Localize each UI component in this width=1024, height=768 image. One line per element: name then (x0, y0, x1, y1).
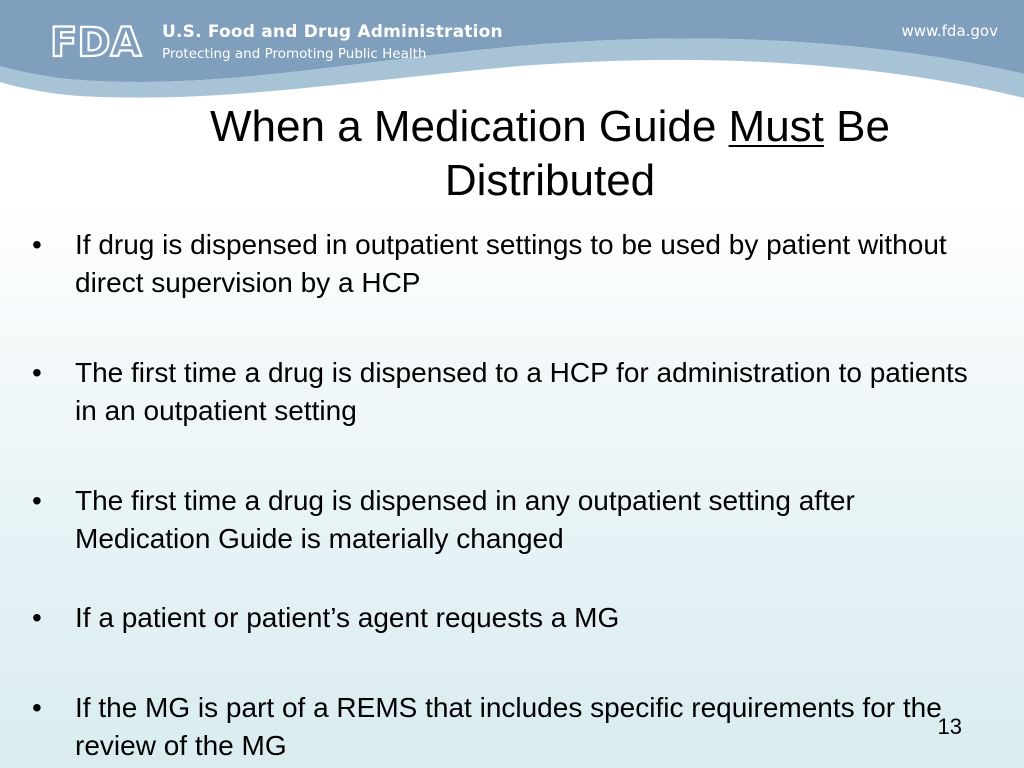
agency-tagline: Protecting and Promoting Public Health (162, 46, 427, 62)
title-text-after: Be Distributed (444, 102, 890, 205)
bullet-marker: • (32, 602, 42, 633)
bullet-marker: • (32, 692, 42, 723)
page-number: 13 (937, 714, 962, 739)
header-band (0, 0, 1024, 110)
bullet-item (30, 226, 970, 302)
agency-name: U.S. Food and Drug Administration (162, 22, 503, 42)
bullet-item (30, 689, 970, 765)
bullet-marker: • (32, 357, 42, 388)
bullet-list (30, 226, 970, 765)
bullet-text: If drug is dispensed in outpatient settings to be used by patient without direct supervision by a HCP (75, 229, 947, 298)
bullet-text: If a patient or patient’s agent requests a MG (75, 602, 620, 633)
title-emphasis: Must (728, 102, 824, 151)
fda-logo (50, 16, 150, 64)
website-link[interactable]: www.fda.gov (901, 22, 998, 40)
title-text-before: When a Medication Guide (210, 102, 729, 151)
bullet-item (30, 354, 970, 430)
bullet-item (30, 599, 970, 637)
slide-title (100, 100, 1000, 208)
bullet-text: The first time a drug is dispensed in any outpatient setting after Medication Guide is materially changed (75, 485, 855, 554)
fda-logo-text: FDA (50, 20, 142, 64)
bullet-text: If the MG is part of a REMS that includes specific requirements for the review of the MG (75, 692, 942, 761)
bullet-item (30, 482, 970, 558)
bullet-marker: • (32, 229, 42, 260)
bullet-marker: • (32, 485, 42, 516)
bullet-text: The first time a drug is dispensed to a HCP for administration to patients in an outpatient setting (75, 357, 968, 426)
